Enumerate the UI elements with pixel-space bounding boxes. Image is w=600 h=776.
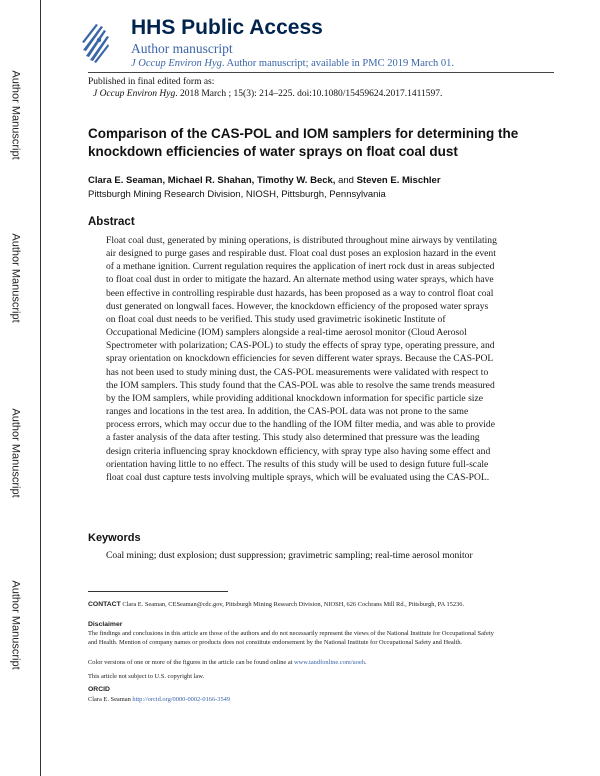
left-margin-rule — [40, 0, 41, 776]
tandfonline-link[interactable]: www.tandfonline.com/uoeh — [294, 659, 365, 666]
hhs-eagle-logo-icon — [80, 22, 110, 64]
keywords-heading: Keywords — [88, 532, 141, 544]
footnote-divider — [88, 591, 228, 592]
abstract-text: Float coal dust, generated by mining operations, is distributed throughout mine airways by ventilating air designed to purge gases and respirable dust. Float coal dust poses an explosion hazard in the event of a methane ignition. Current regulation requires the application of inert rock dust in areas subjected to float coal dust in order to mitigate the hazard. An alternate method using water sprays, which have been effective in controlling respirable dust hazards, has been proposed as a way to control float coal dust generated on longwall faces. However, the knockdown efficiency of the proposed water sprays on float coal dust needs to be verified. This study used gravimetric isokinetic Institute of Occupational Medicine (IOM) samplers alongside a real-time aerosol monitor (Cloud Aerosol Spectrometer with polarization; CAS-POL) to study the effects of spray type, operating pressure, and spray orientation on knockdown efficiencies for seven different water sprays. Because the CAS-POL has not been used to study mining dust, the CAS-POL measurements were validated with respect to the IOM samplers. This study found that the CAS-POL was able to resolve the same trends measured by the IOM samplers, while providing additional knockdown information for specific particle size ranges and locations in the test area. In addition, the CAS-POL data was not prone to the same process errors, which may occur due to the handling of the IOM filter media, and was able to provide a faster analysis of the data after testing. This study also determined that pressure was the leading design criteria influencing spray knockdown efficiency, with spray type also having some effect and orientation having little to no effect. The results of this study will be used to design future full-scale float coal dust capture tests involving multiple sprays, which will be evaluated using the CAS-POL. — [106, 235, 497, 483]
side-label-4: Author Manuscript — [10, 580, 23, 670]
citation: J Occup Environ Hyg. 2018 March ; 15(3): 214–225. doi:10.1080/15459624.2017.1411597. — [93, 89, 443, 99]
hhs-title: HHS Public Access — [131, 16, 323, 39]
side-label-3: Author Manuscript — [10, 408, 23, 498]
affiliation: Pittsburgh Mining Research Division, NIOSH, Pittsburgh, Pennsylvania — [88, 189, 386, 200]
side-label-2: Author Manuscript — [10, 233, 23, 323]
side-label-1: Author Manuscript — [10, 70, 23, 160]
disclaimer-text: The findings and conclusions in this article are those of the authors and do not necessarily represent the views of the National Institute for Occupational Safety and Health. Mention of company names or products does not constitute endorsement by the National Institute for Occupational Safety and Health. — [88, 630, 494, 646]
published-label: Published in final edited form as: — [88, 77, 215, 87]
header-divider — [88, 72, 554, 73]
authors: Clara E. Seaman, Michael R. Shahan, Timothy W. Beck, and Steven E. Mischler — [88, 175, 441, 186]
orcid-link[interactable]: http://orcid.org/0000-0002-0166-3549 — [132, 696, 231, 703]
keywords-text: Coal mining; dust explosion; dust suppression; gravimetric sampling; real-time aerosol monitor — [106, 550, 473, 561]
orcid-line: Clara E. Seaman http://orcid.org/0000-0002-0166-3549 — [88, 696, 231, 703]
article-title: Comparison of the CAS-POL and IOM samplers for determining the knockdown efficiencies of water sprays on float coal dust — [88, 126, 519, 159]
abstract-heading: Abstract — [88, 216, 135, 228]
orcid-label: ORCID — [88, 686, 110, 693]
author-manuscript-label: Author manuscript — [131, 41, 233, 56]
copyright-note: This article not subject to U.S. copyright law. — [88, 673, 205, 680]
contact-footnote: CONTACT Clara E. Seaman, CESeaman@cdc.gov, Pittsburgh Mining Research Division, NIOSH, 626 Cochrans Mill Rd., Pittsburgh, PA 15236. — [88, 601, 465, 608]
journal-availability: J Occup Environ Hyg. Author manuscript; available in PMC 2019 March 01. — [131, 58, 455, 69]
disclaimer-label: Disclaimer — [88, 621, 123, 628]
color-versions-note: Color versions of one or more of the figures in the article can be found online at www.tandfonline.com/uoeh. — [88, 659, 367, 666]
